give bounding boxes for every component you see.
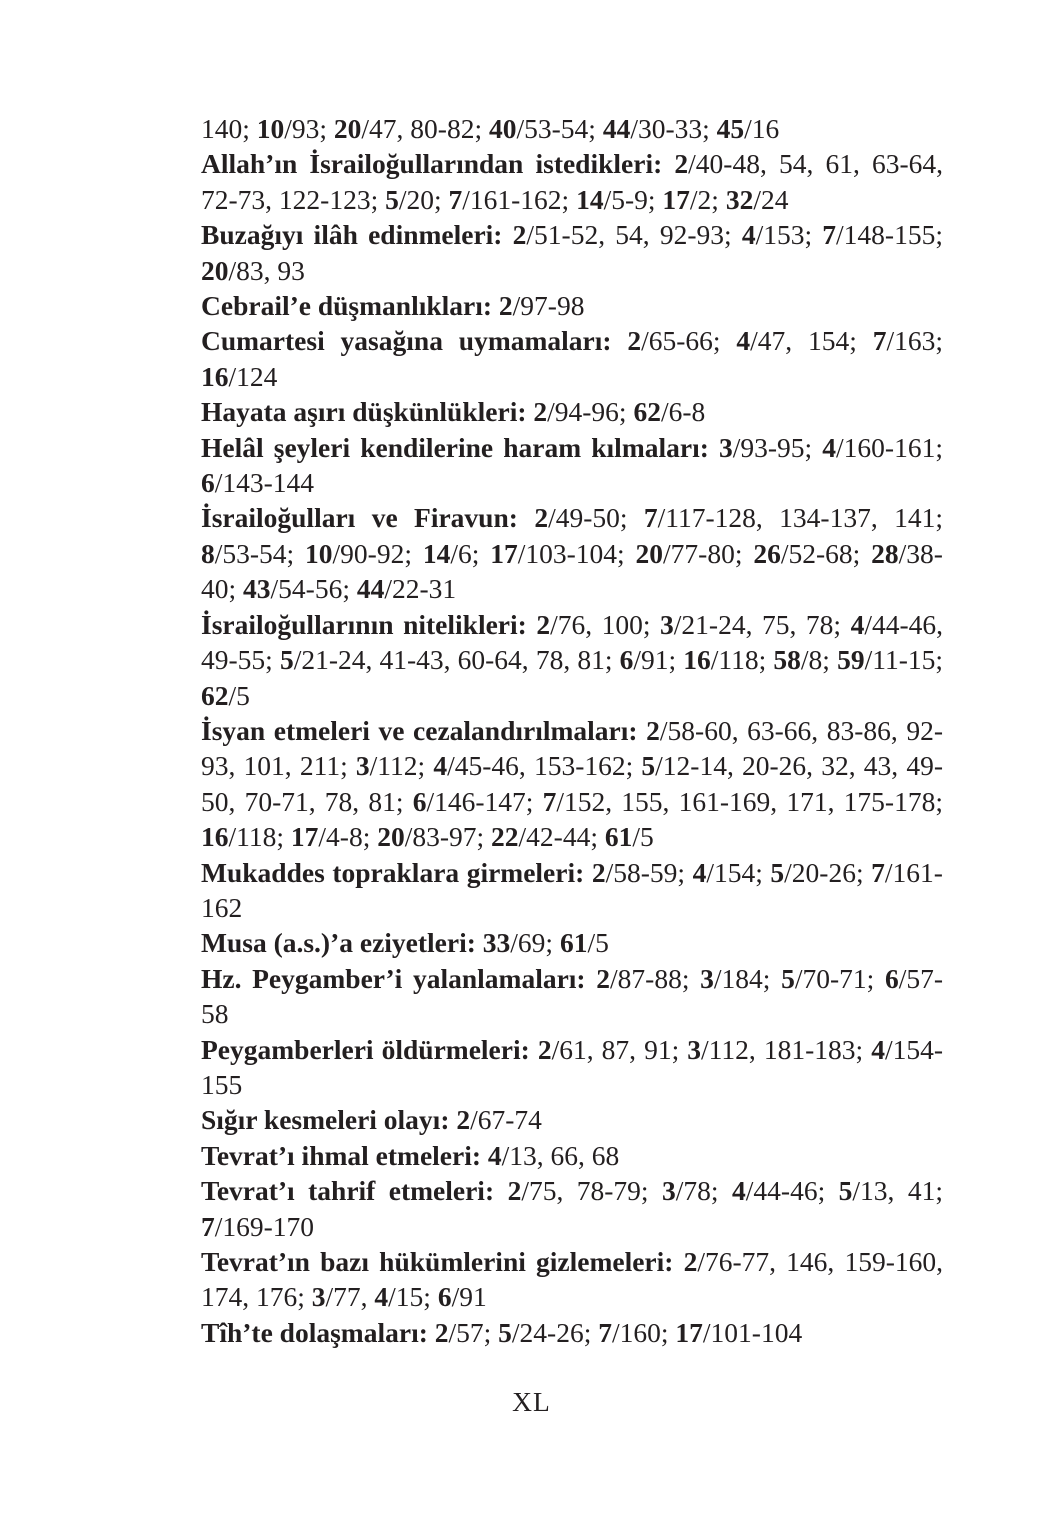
verse-reference: /154-155 (201, 1033, 943, 1100)
surah-number: 58 (773, 644, 801, 676)
surah-number: 7 (871, 856, 885, 888)
surah-number: 3 (700, 962, 714, 994)
index-entry (201, 1173, 943, 1244)
entry-heading: Cebrail’e düşmanlıkları: (201, 290, 499, 322)
entry-heading: İsrailoğullarının nitelikleri: (201, 608, 537, 640)
verse-reference: /51-52, 54, 92-93; (526, 219, 742, 251)
verse-reference: /163; (886, 325, 943, 357)
surah-number: 17 (675, 1316, 703, 1348)
surah-number: 5 (385, 183, 399, 215)
index-entry (201, 925, 943, 960)
verse-reference: /21-24, 41-43, 60-64, 78, 81; (293, 644, 620, 676)
index-entry (201, 430, 943, 501)
verse-reference: /154; (706, 856, 771, 888)
surah-number: 4 (822, 431, 837, 463)
verse-reference: /6; (450, 537, 491, 569)
index-entry (201, 961, 943, 1032)
verse-reference: /146-147; (426, 785, 543, 817)
entry-heading: Peygamberleri öldürmeleri: (201, 1033, 538, 1065)
surah-number: 6 (619, 644, 634, 676)
surah-number: 43 (243, 573, 271, 605)
index-entry (201, 323, 943, 394)
surah-number: 2 (536, 608, 551, 640)
verse-reference: /45-46, 153-162; (447, 750, 642, 782)
verse-reference: /83, 93 (228, 254, 305, 286)
index-entry (201, 217, 943, 288)
index-entry (201, 146, 943, 217)
index-page-body (201, 111, 943, 1350)
verse-reference: /87-88; (610, 962, 701, 994)
entry-heading: Allah’ın İsrailoğullarından istedikleri: (201, 148, 675, 180)
verse-reference: /57; (448, 1316, 499, 1348)
verse-reference: /101-104 (702, 1316, 803, 1348)
verse-reference: /90-92; (332, 537, 423, 569)
entry-heading: Hayata aşırı düşkünlükleri: (201, 396, 534, 428)
surah-number: 3 (687, 1033, 702, 1065)
surah-number: 5 (641, 750, 656, 782)
verse-reference: 140; (201, 113, 257, 144)
surah-number: 4 (741, 219, 756, 251)
verse-reference: /21-24, 75, 78; (673, 608, 851, 640)
verse-reference: /44-46; (745, 1175, 839, 1207)
surah-number: 7 (872, 325, 887, 357)
surah-number: 2 (537, 1033, 552, 1065)
entry-heading: Tevrat’ın bazı hükümlerini gizlemeleri: (201, 1246, 684, 1277)
surah-number: 10 (305, 537, 333, 569)
surah-number: 10 (256, 113, 285, 144)
entry-heading: Tevrat’ı tahrif etmeleri: (201, 1175, 508, 1207)
verse-reference: /93; (284, 113, 334, 144)
verse-reference: /103-104; (517, 537, 636, 569)
verse-reference: /5 (228, 679, 250, 711)
surah-number: 6 (201, 467, 215, 499)
surah-number: 17 (662, 183, 690, 215)
entry-heading: Helâl şeyleri kendilerine haram kılmaları: (201, 431, 719, 463)
surah-number: 20 (333, 113, 362, 144)
verse-reference: /91; (633, 644, 684, 676)
surah-number: 6 (412, 785, 427, 817)
surah-number: 2 (434, 1316, 449, 1348)
surah-number: 2 (534, 502, 549, 534)
surah-number: 5 (770, 856, 785, 888)
surah-number: 6 (884, 962, 899, 994)
surah-number: 7 (542, 785, 557, 817)
verse-reference: /58-59; (605, 856, 693, 888)
surah-number: 62 (201, 679, 229, 711)
entry-heading: Musa (a.s.)’a eziyetleri: (201, 927, 483, 959)
verse-reference: /40-48, 54, 61, 63-64, 72-73, 122-123; (201, 148, 943, 215)
surah-number: 20 (635, 537, 664, 569)
surah-number: 16 (201, 360, 229, 392)
surah-number: 14 (422, 537, 451, 569)
index-entry (201, 1102, 943, 1137)
verse-reference: /77-80; (663, 537, 754, 569)
entry-heading: Cumartesi yasağına uymamaları: (201, 325, 628, 357)
verse-reference: /5 (632, 821, 654, 853)
index-entry (201, 1032, 943, 1103)
surah-number: 61 (604, 821, 633, 853)
surah-number: 7 (598, 1316, 612, 1348)
surah-number: 7 (448, 183, 463, 215)
verse-reference: /97-98 (512, 290, 585, 322)
surah-number: 62 (633, 396, 661, 428)
verse-reference: /20-26; (784, 856, 872, 888)
verse-reference: /143-144 (214, 467, 315, 499)
verse-reference: /76, 100; (550, 608, 661, 640)
surah-number: 3 (355, 750, 370, 782)
surah-number: 4 (374, 1281, 389, 1313)
surah-number: 59 (837, 644, 865, 676)
verse-reference: /44-46, 49-55; (201, 608, 944, 676)
surah-number: 2 (674, 148, 689, 180)
verse-reference: /91 (451, 1281, 487, 1313)
surah-number: 3 (662, 1175, 676, 1207)
surah-number: 5 (781, 962, 795, 994)
verse-reference: /112, 181-183; (701, 1033, 872, 1065)
verse-reference: /153; (755, 219, 823, 251)
verse-reference: /118; (228, 821, 291, 853)
surah-number: 2 (591, 856, 606, 888)
verse-reference: /148-155; (836, 219, 943, 251)
verse-reference: /16 (744, 113, 780, 144)
surah-number: 2 (596, 962, 611, 994)
surah-number: 2 (683, 1246, 698, 1277)
surah-number: 17 (490, 537, 518, 569)
verse-reference: /117-128, 134-137, 141; (657, 502, 943, 534)
verse-reference: /53-54; (516, 113, 603, 144)
verse-reference: /13, 66, 68 (501, 1139, 620, 1171)
verse-reference: /49-50; (548, 502, 644, 534)
surah-number: 4 (433, 750, 448, 782)
surah-number: 2 (533, 396, 548, 428)
entry-heading: İsrailoğulları ve Firavun: (201, 502, 535, 534)
entry-heading: Buzağıyı ilâh edinmeleri: (201, 219, 513, 251)
surah-number: 2 (646, 714, 660, 746)
index-entry (201, 1138, 943, 1173)
surah-number: 2 (512, 219, 527, 251)
surah-number: 7 (643, 502, 658, 534)
verse-reference: /160-161; (836, 431, 943, 463)
surah-number: 17 (290, 821, 319, 853)
surah-number: 3 (311, 1281, 326, 1313)
verse-reference: /22-31 (384, 573, 457, 605)
verse-reference: /61, 87, 91; (551, 1033, 688, 1065)
verse-reference: /65-66; (641, 325, 737, 357)
verse-reference: /77, (325, 1281, 375, 1313)
verse-reference: /5 (587, 927, 609, 959)
entry-heading: Sığır kesmeleri olayı: (201, 1104, 457, 1136)
verse-reference: /24 (753, 183, 789, 215)
verse-reference: /47, 80-82; (361, 113, 489, 144)
index-entry (201, 1244, 943, 1315)
verse-reference: /15; (388, 1281, 438, 1313)
surah-number: 22 (491, 821, 519, 853)
entry-heading: Tîh’te dolaşmaları: (201, 1316, 435, 1348)
verse-reference: /57-58 (201, 962, 943, 1030)
verse-reference: /152, 155, 161-169, 171, 175-178; (556, 785, 943, 817)
surah-number: 7 (822, 219, 837, 251)
verse-reference: /75, 78-79; (521, 1175, 663, 1207)
verse-reference: /4-8; (318, 821, 378, 853)
verse-reference: /78; (675, 1175, 733, 1207)
verse-reference: /30-33; (630, 113, 717, 144)
index-entry (201, 394, 943, 429)
surah-number: 2 (627, 325, 642, 357)
index-entry (201, 500, 943, 606)
surah-number: 32 (725, 183, 754, 215)
entry-heading: Hz. Peygamber’i yalanlamaları: (201, 962, 597, 994)
verse-reference: /12-14, 20-26, 32, 43, 49-50, 70-71, 78, 81; (201, 750, 943, 817)
verse-reference: /5-9; (603, 183, 663, 215)
verse-reference: /118; (710, 644, 774, 676)
surah-number: 4 (487, 1139, 502, 1171)
verse-reference: /76-77, 146, 159-160, 174, 176; (201, 1246, 943, 1313)
surah-number: 4 (692, 856, 707, 888)
index-entry (201, 855, 943, 926)
verse-reference: /94-96; (547, 396, 634, 428)
index-entry (201, 1315, 943, 1350)
verse-reference: /160; (611, 1316, 676, 1348)
page-number: XL (512, 1386, 551, 1417)
verse-reference: /58-60, 63-66, 83-86, 92-93, 101, 211; (201, 714, 943, 782)
surah-number: 2 (507, 1175, 522, 1207)
index-entry (201, 111, 943, 146)
surah-number: 2 (456, 1104, 471, 1136)
entry-heading: Mukaddes topraklara girmeleri: (201, 856, 592, 888)
verse-reference: /69; (510, 927, 560, 959)
verse-reference: /161-162; (462, 183, 577, 215)
index-entry (201, 607, 943, 713)
surah-number: 28 (871, 537, 899, 569)
verse-reference: /2; (689, 183, 726, 215)
verse-reference: /112; (369, 750, 434, 782)
surah-number: 33 (482, 927, 511, 959)
surah-number: 26 (753, 537, 781, 569)
verse-reference: /24-26; (511, 1316, 599, 1348)
surah-number: 20 (377, 821, 405, 853)
verse-reference: /38-40; (201, 537, 943, 605)
verse-reference: /124 (228, 360, 278, 392)
verse-reference: /67-74 (470, 1104, 542, 1136)
surah-number: 4 (732, 1175, 746, 1207)
surah-number: 44 (356, 573, 385, 605)
verse-reference: /184; (713, 962, 782, 994)
verse-reference: /54-56; (270, 573, 357, 605)
verse-reference: /53-54; (214, 537, 306, 569)
verse-reference: /42-44; (518, 821, 605, 853)
verse-reference: /93-95; (732, 431, 823, 463)
verse-reference: /52-68; (780, 537, 872, 569)
surah-number: 3 (660, 608, 674, 640)
verse-reference: /47, 154; (750, 325, 873, 357)
surah-number: 61 (559, 927, 588, 959)
verse-reference: /20; (398, 183, 449, 215)
surah-number: 16 (683, 644, 711, 676)
surah-number: 2 (498, 290, 513, 322)
index-entry (201, 713, 943, 855)
surah-number: 8 (201, 537, 215, 569)
surah-number: 4 (736, 325, 751, 357)
surah-number: 5 (279, 644, 294, 676)
verse-reference: /13, 41; (852, 1175, 944, 1207)
verse-reference: /70-71; (794, 962, 885, 994)
surah-number: 6 (437, 1281, 452, 1313)
verse-reference: /6-8 (660, 396, 706, 428)
verse-reference: /169-170 (214, 1210, 315, 1242)
surah-number: 4 (850, 608, 865, 640)
verse-reference: /11-15; (864, 644, 943, 676)
verse-reference: /8; (800, 644, 838, 676)
surah-number: 40 (489, 113, 517, 144)
surah-number: 7 (201, 1210, 215, 1242)
surah-number: 3 (718, 431, 733, 463)
surah-number: 4 (871, 1033, 885, 1065)
entry-heading: Tevrat’ı ihmal etmeleri: (201, 1139, 488, 1171)
entry-heading: İsyan etmeleri ve cezalandırılmaları: (201, 714, 647, 746)
surah-number: 16 (201, 821, 229, 853)
verse-reference: /161-162 (201, 856, 943, 923)
surah-number: 44 (602, 113, 631, 144)
surah-number: 5 (838, 1175, 853, 1207)
surah-number: 14 (576, 183, 604, 215)
surah-number: 5 (498, 1316, 512, 1348)
index-entry (201, 288, 943, 323)
surah-number: 20 (201, 254, 229, 286)
verse-reference: /83-97; (404, 821, 492, 853)
surah-number: 45 (716, 113, 745, 144)
